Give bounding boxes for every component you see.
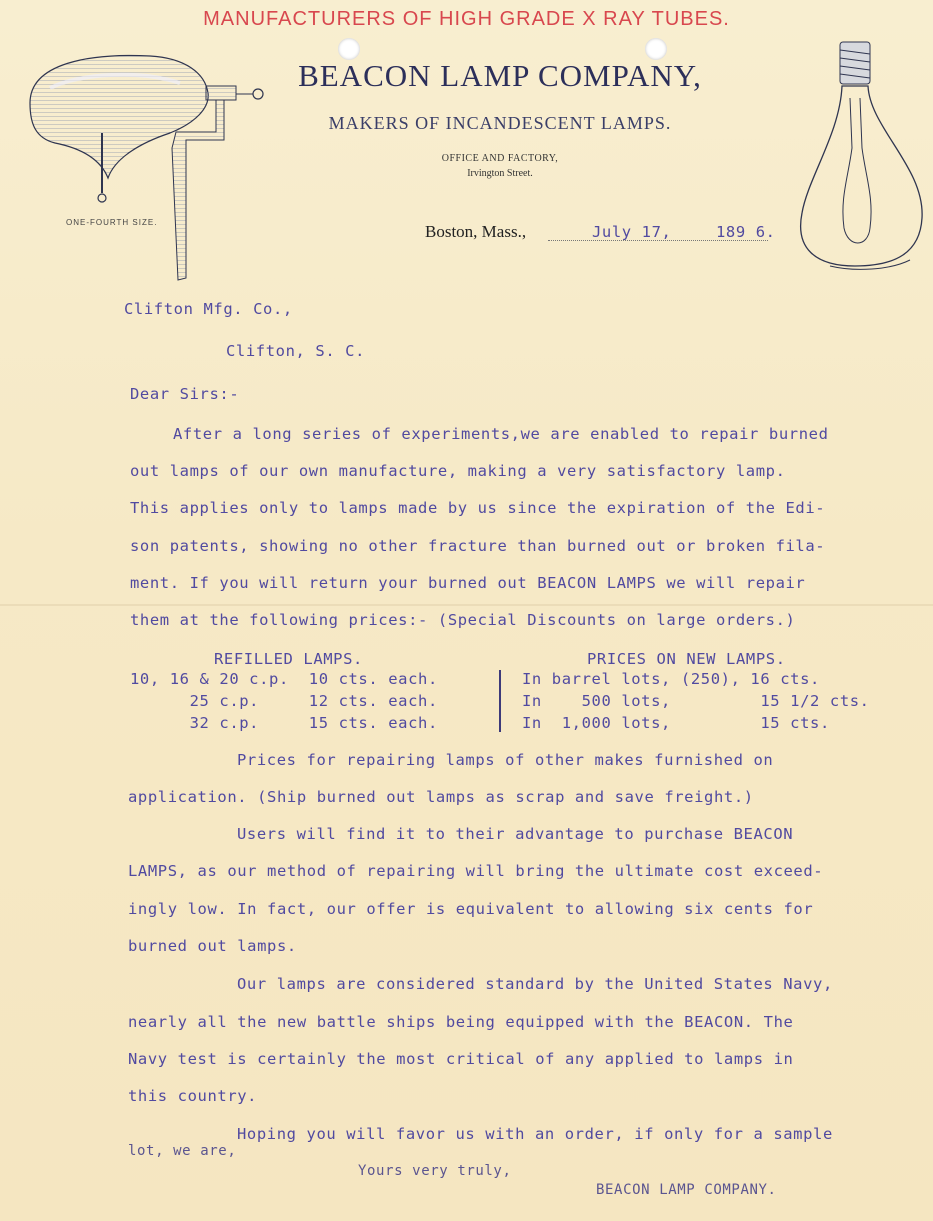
body-line: burned out lamps. xyxy=(128,937,297,955)
address-line-2: Clifton, S. C. xyxy=(226,342,366,360)
refill-row: 32 c.p. 15 cts. each. xyxy=(130,714,438,732)
body-line: them at the following prices:- (Special Discounts on large orders.) xyxy=(130,611,796,629)
body-line: this country. xyxy=(128,1087,258,1105)
body-line: son patents, showing no other fracture than burned out or broken fila- xyxy=(130,537,826,555)
new-lamps-header: PRICES ON NEW LAMPS. xyxy=(587,650,786,668)
refilled-lamps-header: REFILLED LAMPS. xyxy=(214,650,363,668)
salutation: Dear Sirs:- xyxy=(130,385,240,403)
body-line: This applies only to lamps made by us since the expiration of the Edi- xyxy=(130,499,826,517)
refill-row: 25 c.p. 12 cts. each. xyxy=(130,692,438,710)
closing-line: Hoping you will favor us with an order, if only for a sample xyxy=(237,1125,833,1143)
body-line: ingly low. In fact, our offer is equivalent to allowing six cents for xyxy=(128,900,814,918)
year-text: 189 6. xyxy=(716,223,776,241)
body-line: ment. If you will return your burned out BEACON LAMPS we will repair xyxy=(130,574,806,592)
refill-row: 10, 16 & 20 c.p. 10 cts. each. xyxy=(130,670,438,688)
body-line: application. (Ship burned out lamps as scrap and save freight.) xyxy=(128,788,754,806)
body-line: Navy test is certainly the most critical of any applied to lamps in xyxy=(128,1050,794,1068)
body-line: out lamps of our own manufacture, making a very satisfactory lamp. xyxy=(130,462,786,480)
body-line: After a long series of experiments,we are enabled to repair burned xyxy=(173,425,829,443)
body-line: Our lamps are considered standard by the United States Navy, xyxy=(237,975,833,993)
company-subtitle: MAKERS OF INCANDESCENT LAMPS. xyxy=(328,113,672,133)
body-line: Prices for repairing lamps of other makes furnished on xyxy=(237,751,774,769)
street-address: Irvington Street. xyxy=(467,168,533,179)
date-text: July 17, xyxy=(592,223,672,241)
new-lamp-row: In barrel lots, (250), 16 cts. xyxy=(522,670,820,688)
body-line: nearly all the new battle ships being equipped with the BEACON. The xyxy=(128,1013,794,1031)
place-label: Boston, Mass., xyxy=(425,222,527,241)
new-lamp-row: In 1,000 lots, 15 cts. xyxy=(522,714,830,732)
incandescent-lamp-illustration xyxy=(800,38,930,273)
letterhead-tagline: MANUFACTURERS OF HIGH GRADE X RAY TUBES. xyxy=(203,8,730,30)
office-label: OFFICE AND FACTORY, xyxy=(441,153,559,164)
valediction: Yours very truly, xyxy=(358,1163,512,1179)
paper-fold xyxy=(0,604,933,606)
new-lamp-row: In 500 lots, 15 1/2 cts. xyxy=(522,692,870,710)
table-divider xyxy=(499,670,501,732)
body-line: LAMPS, as our method of repairing will bring the ultimate cost exceed- xyxy=(128,862,824,880)
punch-hole-right xyxy=(645,38,667,60)
signature-company: BEACON LAMP COMPANY. xyxy=(596,1182,777,1198)
xray-caption: ONE-FOURTH SIZE. xyxy=(66,218,158,227)
body-line: Users will find it to their advantage to purchase BEACON xyxy=(237,825,794,843)
xray-tube-illustration xyxy=(20,48,270,288)
closing-line: lot, we are, xyxy=(128,1143,237,1159)
company-name: BEACON LAMP COMPANY, xyxy=(298,58,702,93)
punch-hole-left xyxy=(338,38,360,60)
address-line-1: Clifton Mfg. Co., xyxy=(124,300,293,318)
